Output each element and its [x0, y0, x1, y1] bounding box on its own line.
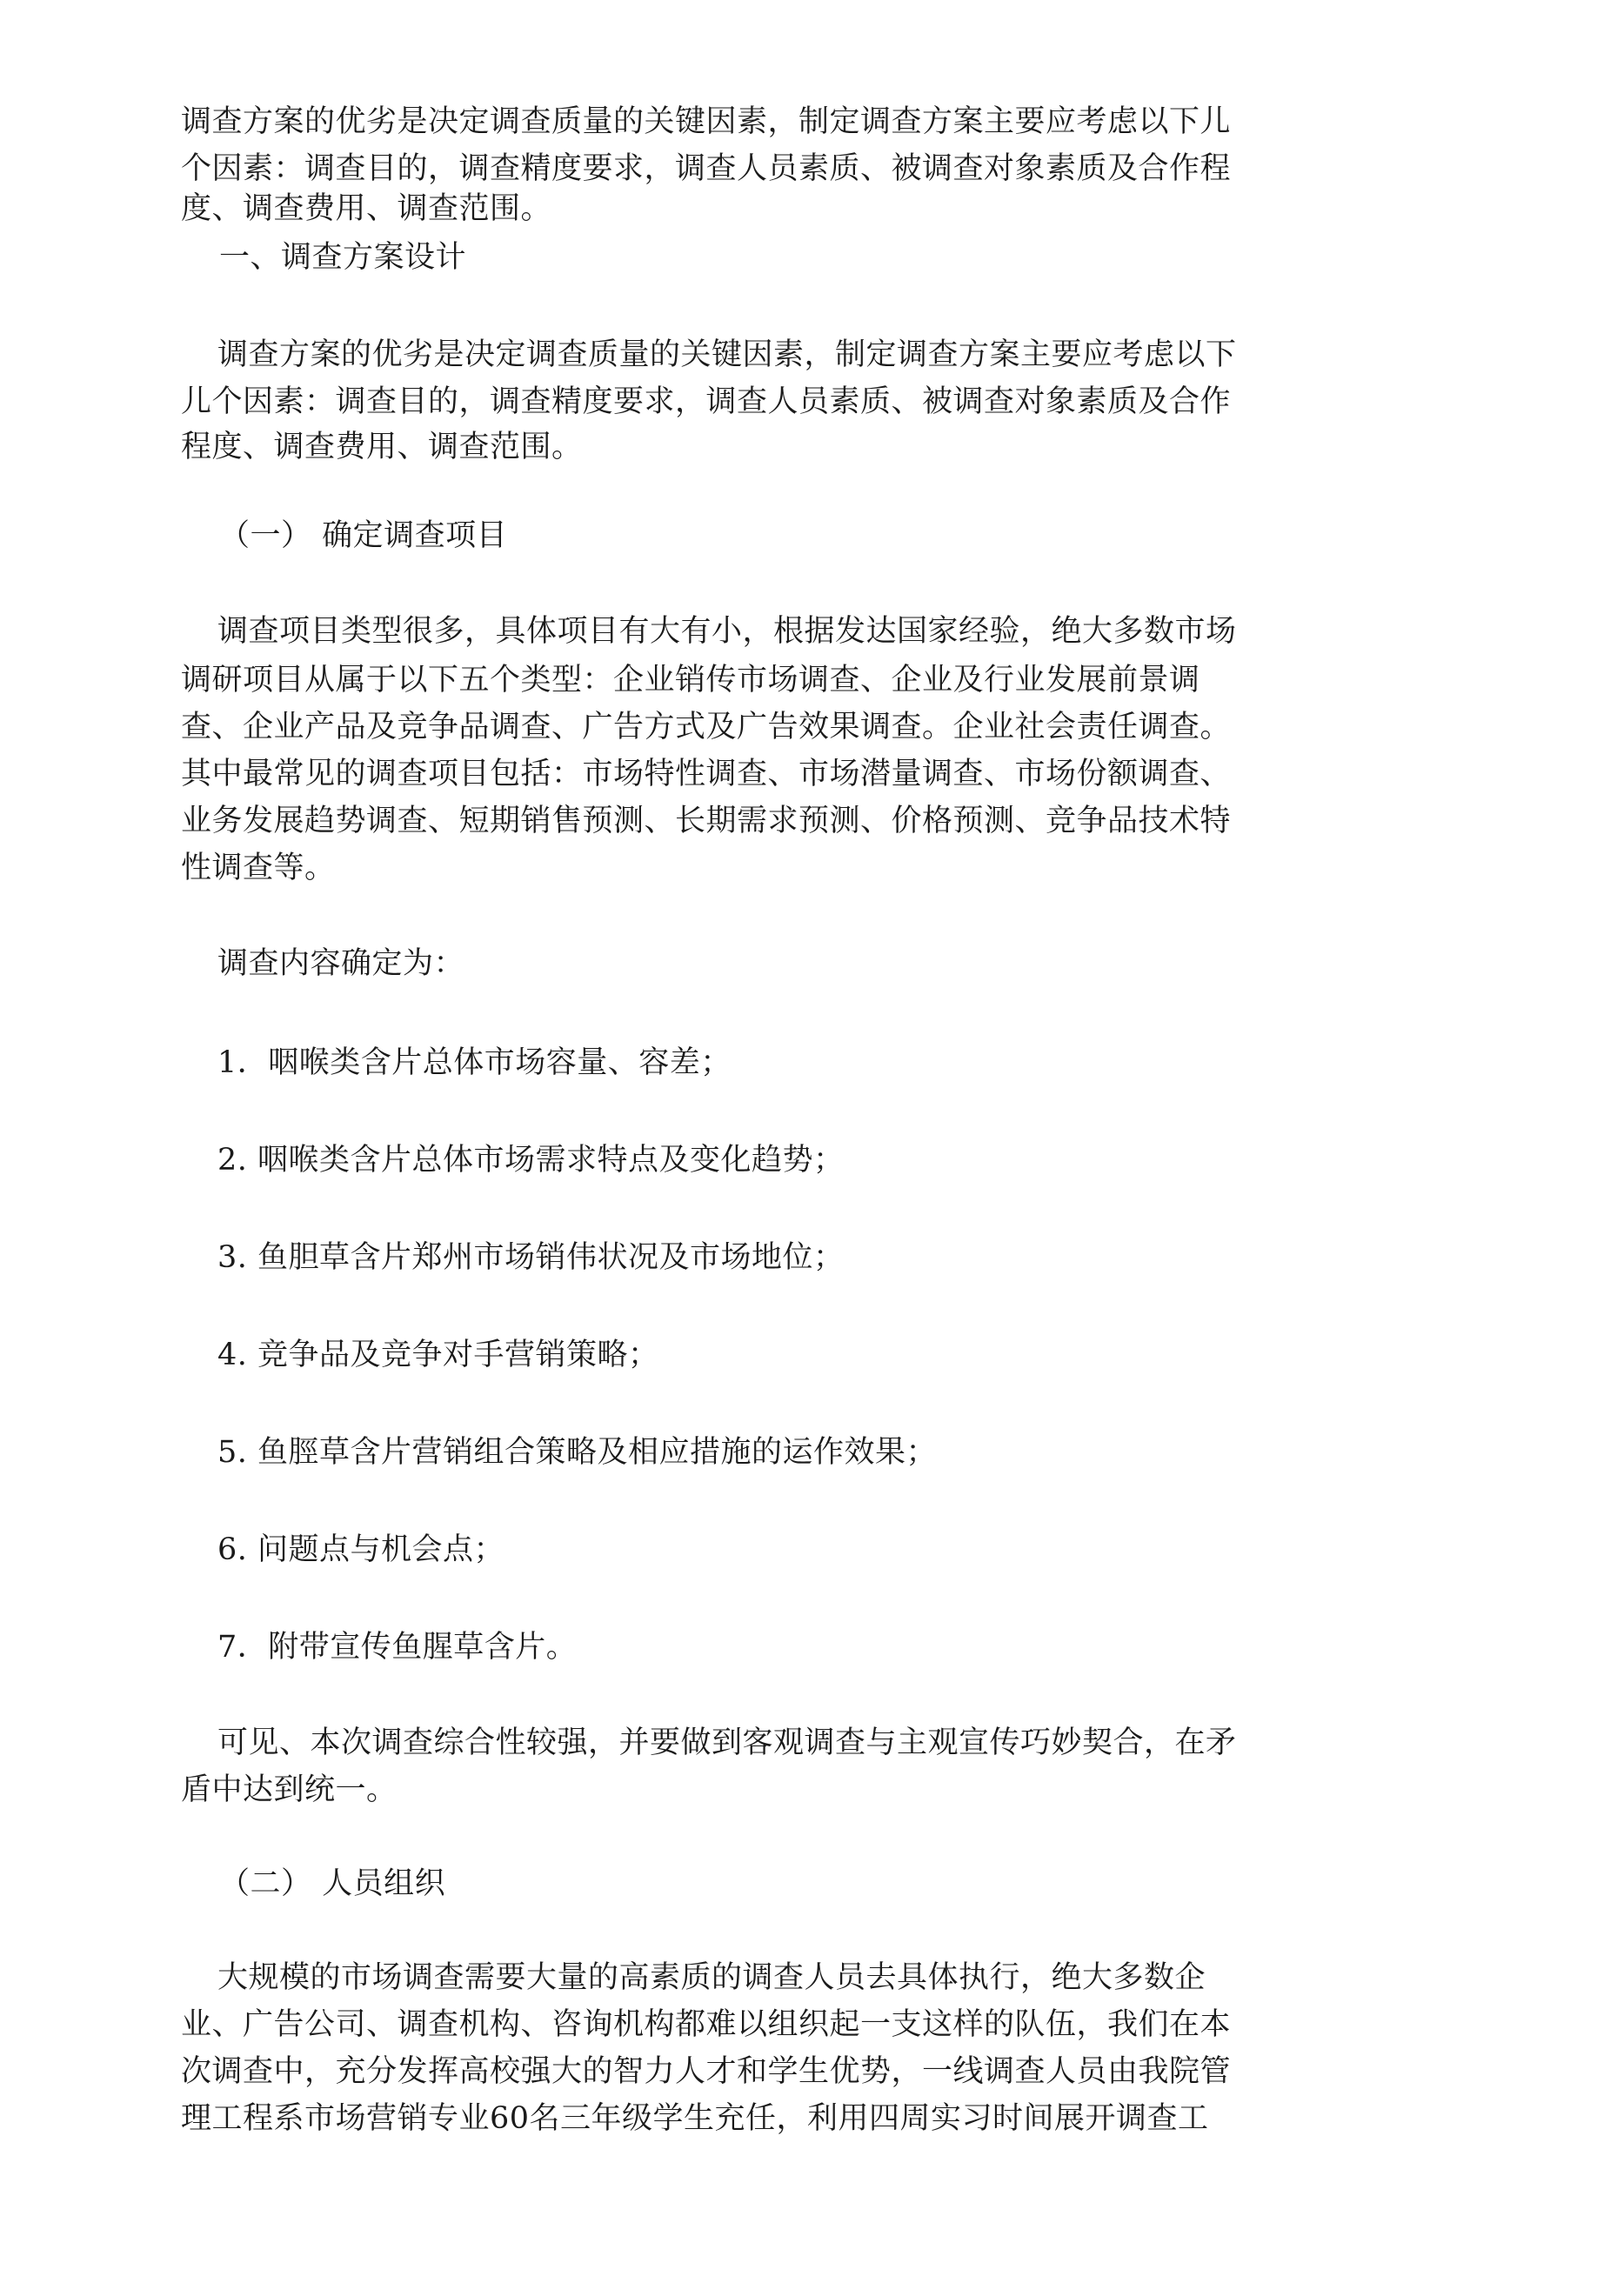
paragraph-2-line-6: 性调查等。	[181, 851, 336, 885]
subsection-heading-1: （一） 确定调查项目	[219, 518, 508, 553]
paragraph-1-line-2: 儿个因素：调查目的，调查精度要求，调查人员素质、被调查对象素质及合作	[181, 384, 1232, 419]
paragraph-4-line-4: 理工程系市场营销专业60名三年级学生充任，利用四周实习时间展开调查工	[181, 2101, 1209, 2136]
paragraph-2-line-2: 调研项目从属于以下五个类型：企业销传市场调查、企业及行业发展前景调	[181, 663, 1200, 697]
paragraph-2-line-1: 调查项目类型很多，具体项目有大有小，根据发达国家经验，绝大多数市场	[217, 614, 1237, 649]
list-item-2: 2. 咽喉类含片总体市场需求特点及变化趋势；	[217, 1143, 845, 1178]
paragraph-1-line-1: 调查方案的优劣是决定调查质量的关键因素，制定调查方案主要应考虑以下	[217, 337, 1237, 372]
paragraph-2-line-4: 其中最常见的调查项目包括：市场特性调查、市场潜量调查、市场份额调查、	[181, 757, 1232, 791]
paragraph-1-line-3: 程度、调查费用、调查范围。	[181, 430, 583, 464]
list-item-3: 3. 鱼胆草含片郑州市场销伟状况及市场地位；	[217, 1240, 845, 1275]
list-item-5: 5. 鱼脛草含片营销组合策略及相应措施的运作效果；	[217, 1435, 938, 1470]
paragraph-4-line-3: 次调查中，充分发挥高校强大的智力人才和学生优势，一线调查人员由我院管	[181, 2054, 1232, 2089]
list-item-4: 4. 竞争品及竞争对手营销策略；	[217, 1338, 659, 1372]
section-heading-1: 一、调查方案设计	[219, 240, 467, 275]
paragraph-4-line-2: 业、广告公司、调查机构、咨询机构都难以组织起一支这样的队伍，我们在本	[181, 2007, 1232, 2042]
intro-line-1: 调查方案的优劣是决定调查质量的关键因素，制定调查方案主要应考虑以下儿	[181, 104, 1232, 139]
paragraph-2-line-3: 查、企业产品及竞争品调查、广告方式及广告效果调查。企业社会责任调查。	[181, 710, 1232, 744]
paragraph-4-line-1: 大规模的市场调查需要大量的高素质的调查人员去具体执行，绝大多数企	[217, 1960, 1206, 1995]
intro-line-3: 度、调查费用、调查范围。	[181, 191, 552, 226]
list-item-1: 1．咽喉类含片总体市场容量、容差；	[217, 1045, 732, 1080]
paragraph-3-line-1: 可见、本次调查综合性较强，并要做到客观调查与主观宣传巧妙契合，在矛	[217, 1725, 1237, 1760]
list-item-6: 6. 问题点与机会点；	[217, 1532, 505, 1567]
list-item-7: 7．附带宣传鱼腥草含片。	[217, 1630, 578, 1665]
paragraph-2-line-5: 业务发展趋势调查、短期销售预测、长期需求预测、价格预测、竞争品技术特	[181, 804, 1232, 838]
content-intro: 调查内容确定为：	[217, 946, 465, 981]
paragraph-3-line-2: 盾中达到统一。	[181, 1772, 398, 1807]
intro-line-2: 个因素：调查目的，调查精度要求，调查人员素质、被调查对象素质及合作程	[181, 151, 1232, 186]
subsection-heading-2: （二） 人员组织	[219, 1866, 446, 1901]
